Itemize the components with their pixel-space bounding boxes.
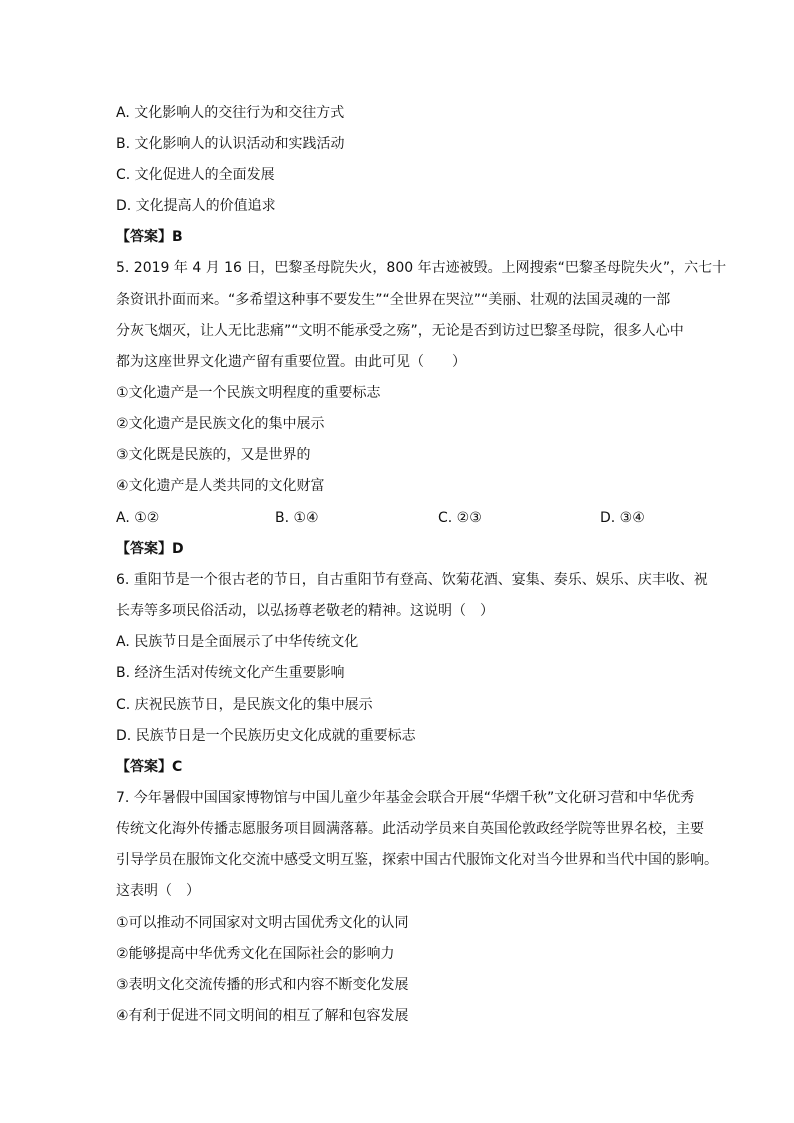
- q5-choice-b: B. ①④: [275, 510, 319, 526]
- q6-option-a: A. 民族节日是全面展示了中华传统文化: [116, 634, 359, 650]
- q7-statement-4: ④有利于促进不同文明间的相互了解和包容发展: [116, 1008, 409, 1024]
- q5-statement-1: ①文化遗产是一个民族文明程度的重要标志: [116, 385, 381, 401]
- q5-stem-line-3: 分灰飞烟灭，让人无比悲痛”“文明不能承受之殇”，无论是否到访过巴黎圣母院，很多人心中: [116, 323, 684, 339]
- q7-statement-3: ③表明文化交流传播的形式和内容不断变化发展: [116, 977, 409, 993]
- q5-statement-3: ③文化既是民族的，又是世界的: [116, 447, 311, 463]
- q4-option-c: C. 文化促进人的全面发展: [116, 167, 275, 183]
- q6-stem-line-2: 长寿等多项民俗活动，以弘扬尊老敬老的精神。这说明（ ）: [116, 603, 494, 619]
- q6-option-d: D. 民族节日是一个民族历史文化成就的重要标志: [116, 728, 416, 744]
- q5-stem-line-2: 条资讯扑面而来。“多希望这种事不要发生”“全世界在哭泣”“美丽、壮观的法国灵魂的一部: [116, 292, 671, 308]
- q5-stem-line-4: 都为这座世界文化遗产留有重要位置。由此可见（ ）: [116, 354, 466, 370]
- q7-stem-line-1: 7. 今年暑假中国国家博物馆与中国儿童少年基金会联合开展“华熠千秋”文化研习营和中华优秀: [116, 790, 695, 806]
- q7-statement-1: ①可以推动不同国家对文明古国优秀文化的认同: [116, 915, 409, 931]
- q7-statement-2: ②能够提高中华优秀文化在国际社会的影响力: [116, 946, 395, 962]
- q5-answer: 【答案】D: [116, 541, 184, 557]
- q4-option-a: A. 文化影响人的交往行为和交往方式: [116, 105, 345, 121]
- q5-choice-d: D. ③④: [600, 510, 645, 526]
- q5-statement-4: ④文化遗产是人类共同的文化财富: [116, 478, 325, 494]
- q5-stem-line-1: 5. 2019 年 4 月 16 日，巴黎圣母院失火，800 年古迹被毁。上网搜索“巴黎圣母院失火”，六七十: [116, 260, 727, 276]
- q7-stem-line-3: 引导学员在服饰文化交流中感受文明互鉴，探索中国古代服饰文化对当今世界和当代中国的影响。: [116, 852, 718, 868]
- q4-answer: 【答案】B: [116, 229, 183, 245]
- q5-statement-2: ②文化遗产是民族文化的集中展示: [116, 416, 325, 432]
- q6-option-c: C. 庆祝民族节日，是民族文化的集中展示: [116, 697, 373, 713]
- q4-option-b: B. 文化影响人的认识活动和实践活动: [116, 136, 345, 152]
- q6-answer: 【答案】C: [116, 759, 183, 775]
- q5-choice-a: A. ①②: [116, 510, 160, 526]
- q6-option-b: B. 经济生活对传统文化产生重要影响: [116, 665, 345, 681]
- q4-option-d: D. 文化提高人的价值追求: [116, 198, 276, 214]
- q5-choice-c: C. ②③: [438, 510, 482, 526]
- q7-stem-line-2: 传统文化海外传播志愿服务项目圆满落幕。此活动学员来自英国伦敦政经学院等世界名校，主要: [116, 821, 704, 837]
- q7-stem-line-4: 这表明（ ）: [116, 883, 200, 899]
- q6-stem-line-1: 6. 重阳节是一个很古老的节日，自古重阳节有登高、饮菊花酒、宴集、奏乐、娱乐、庆丰收、祝: [116, 572, 708, 588]
